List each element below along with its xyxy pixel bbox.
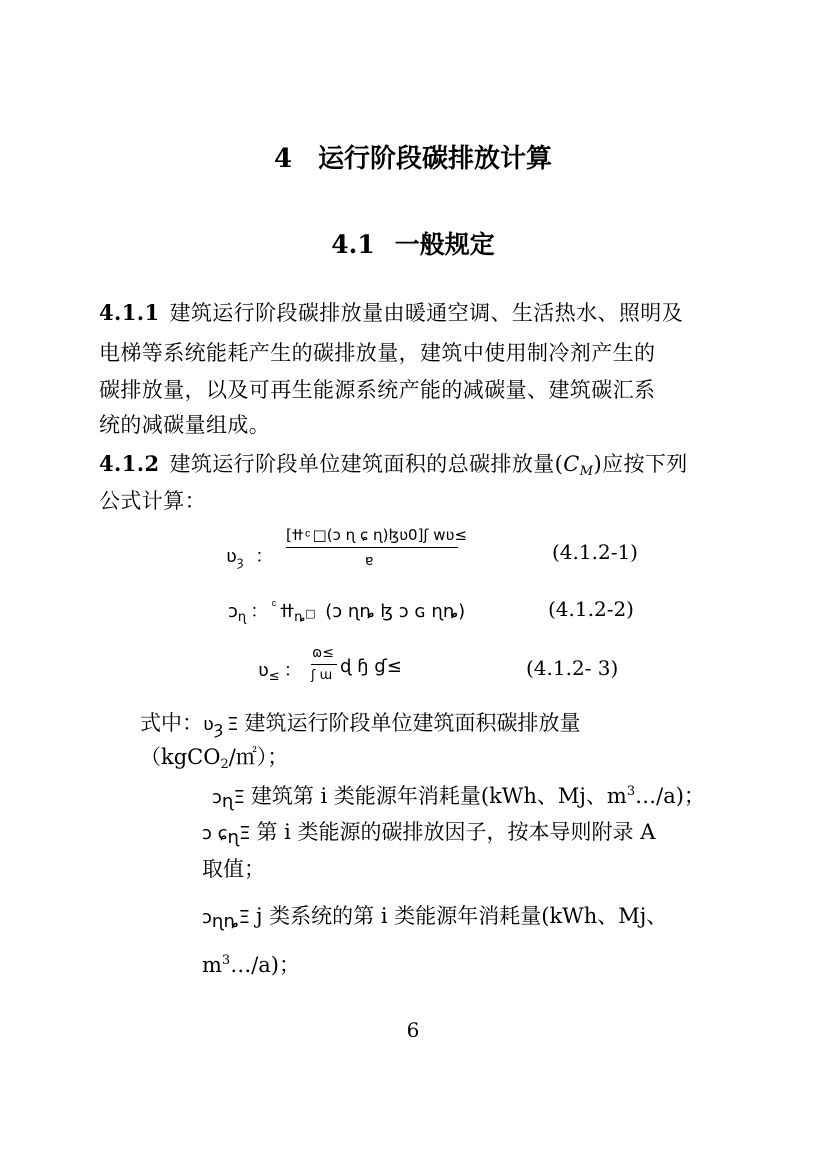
formula-1-denominator: ɐ: [365, 553, 374, 569]
formula-1-numerator: [ߚ ͨ □(ɔ ɳ ɕ ɳ)ɮʋ0]ʃ wʋ≤: [286, 526, 468, 544]
def-4-text2-b: …/a)；: [230, 953, 300, 977]
def-1-symbol: ʋ: [203, 714, 214, 735]
def-1-unit-b: /㎡）；: [228, 745, 289, 769]
definition-3: [202, 816, 655, 848]
clause-412-text-b: )应按下列: [593, 452, 688, 476]
def-4-sup: 3: [221, 953, 231, 968]
formula-3-lhs: [258, 656, 302, 684]
def-1-text: 建筑运行阶段单位建筑面积碳排放量: [244, 711, 581, 735]
formula-3-lhs-symbol: ʋ: [258, 660, 269, 681]
formula-3-number: (4.1.2- 3): [526, 656, 619, 680]
formula-1-fraction-bar: [286, 547, 458, 548]
clause-411-line-4: 统的减碳量组成。: [99, 413, 271, 437]
formula-1-lhs-sub: ȝ: [236, 555, 244, 570]
formula-2-sum-sub: ȵ: [294, 610, 306, 625]
formula-1-lhs-symbol: ʋ: [226, 546, 237, 567]
def-3-sub: ɳ: [227, 827, 240, 848]
chapter-number: 4: [273, 144, 293, 174]
def-4-text2-a: m: [202, 953, 222, 977]
def-2-sub: ɳ: [221, 791, 234, 812]
cm-symbol-sub: M: [579, 464, 594, 479]
definition-4: [202, 900, 667, 932]
def-4-symbol: ɔ: [202, 907, 212, 928]
formula-3-numerator: ɷ≤: [312, 645, 334, 661]
def-4-sub: ɳȵ: [211, 911, 239, 932]
def-1-unit-a: （kgCO: [140, 745, 221, 769]
clause-412-text-a: 建筑运行阶段单位建筑面积的总碳排放量(: [169, 452, 564, 476]
chapter-title: 运行阶段碳排放计算: [318, 144, 553, 174]
def-2-text-b: …/a)；: [635, 784, 705, 808]
cm-symbol: C: [563, 452, 580, 476]
definition-1-unit: [140, 741, 288, 772]
formula-3-eq: ：: [283, 660, 302, 681]
formula-3-fraction-bar: [311, 664, 337, 665]
formula-3-tail: ɖ ɧ ɠ≤: [340, 656, 402, 677]
clause-411-line-1: [99, 297, 683, 327]
clause-411-number: 4.1.1: [99, 300, 160, 325]
def-4-sep: Ξ: [238, 907, 250, 928]
chapter-heading: [0, 138, 826, 175]
clause-411-line-2: 电梯等系统能耗产生的碳排放量，建筑中使用制冷剂产生的: [99, 341, 656, 365]
def-1-sep: Ξ: [227, 714, 239, 735]
def-2-text-a: 建筑第 i 类能源年消耗量(kWh、Mj、m: [250, 784, 627, 808]
formula-1-eq: ：: [255, 546, 274, 567]
clause-411-text-1: 建筑运行阶段碳排放量由暖通空调、生活热水、照明及: [169, 301, 684, 325]
definitions-intro: 式中：: [140, 711, 203, 735]
def-2-sup: 3: [626, 784, 636, 799]
formula-2-lhs-sub: ɳ: [237, 610, 247, 625]
formula-1-lhs: [226, 542, 273, 570]
formula-2-box: □: [305, 607, 316, 620]
clause-412-line-2: 公式计算：: [99, 489, 206, 513]
formula-3-lhs-sub: ≤: [268, 669, 280, 684]
def-4-text: j 类系统的第 i 类能源年消耗量(kWh、Mj、: [256, 904, 668, 928]
def-2-sep: Ξ: [233, 787, 245, 808]
section-heading: [0, 225, 826, 261]
formula-2: [228, 597, 465, 625]
definition-4-cont: [202, 949, 300, 979]
formula-2-number: (4.1.2-2): [548, 597, 634, 621]
formula-2-sum: ߚ: [279, 601, 295, 622]
formula-2-eq: ：: [250, 601, 269, 622]
definition-3-cont: 取值；: [202, 857, 265, 881]
def-1-sub: ȝ: [213, 718, 224, 739]
section-title: 一般规定: [394, 230, 495, 259]
clause-412-number: 4.1.2: [99, 451, 160, 476]
def-2-symbol: ɔ: [212, 787, 222, 808]
section-number: 4.1: [331, 230, 375, 259]
def-3-sep: Ξ: [239, 823, 251, 844]
formula-2-lhs-symbol: ɔ: [228, 601, 238, 622]
def-1-unit-sub: 2: [220, 757, 229, 772]
def-3-text: 第 i 类能源的碳排放因子，按本导则附录 A: [256, 820, 656, 844]
clause-411-line-3: 碳排放量，以及可再生能源系统产能的减碳量、建筑碳汇系: [99, 378, 656, 402]
def-3-symbol: ɔ ɕ: [202, 823, 228, 844]
page-number: 6: [406, 1018, 420, 1042]
formula-1-number: (4.1.2-1): [552, 540, 638, 564]
formula-3-denominator: ʃ ɯ: [311, 668, 333, 683]
clause-412-line-1: [99, 448, 688, 479]
definition-2: [212, 780, 705, 812]
definition-1: [140, 707, 581, 739]
formula-2-body: (ɔ ɳȵ ɮ ɔ ɢ ɳȵ): [325, 601, 466, 622]
